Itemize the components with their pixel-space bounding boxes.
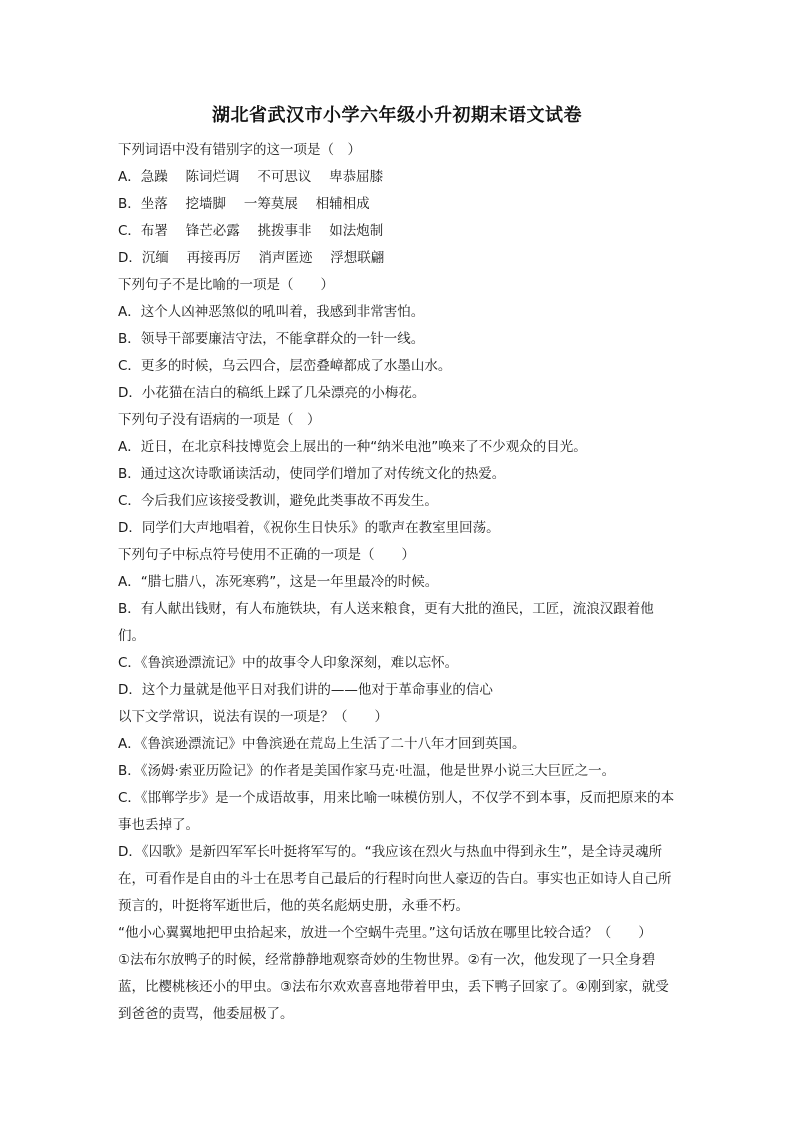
question-stem: 下列词语中没有错别字的这一项是（ ） — [118, 142, 361, 158]
question-option: C．更多的时候，乌云四合，层峦叠嶂都成了水墨山水。 — [118, 358, 452, 374]
question-option: B．通过这次诗歌诵读活动，使同学们增加了对传统文化的热爱。 — [118, 466, 506, 482]
question-option: A．近日，在北京科技博览会上展出的一种“纳米电池”唤来了不少观众的目光。 — [118, 439, 587, 455]
question-option: B．《汤姆·索亚历险记》的作者是美国作家马克·吐温，他是世界小说三大巨匠之一。 — [118, 763, 616, 779]
question-stem: 下列句子没有语病的一项是（ ） — [118, 412, 321, 428]
question-option: D．小花猫在洁白的稿纸上踩了几朵漂亮的小梅花。 — [118, 385, 426, 401]
question-option: B．坐落 挖墙脚 一筹莫展 相辅相成 — [118, 196, 370, 212]
question-option: D．同学们大声地唱着，《祝你生日快乐》的歌声在教室里回荡。 — [118, 520, 500, 536]
question-stem: 以下文学常识，说法有误的一项是？（ ） — [118, 709, 388, 725]
question-option: A．急躁 陈词烂调 不可思议 卑恭屈膝 — [118, 169, 384, 185]
question-option: D．《囚歌》是新四军军长叶挺将军写的。“我应该在烈火与热血中得到永生”，是全诗灵魂所在，可看作是自由的斗士在思考自己最后的行程时向世人豪迈的告白。事实也正如诗人自己所预言的，叶挺将军逝世后，他的英名彪炳史册，永垂不朽。 — [118, 844, 672, 914]
question-option: D．沉缅 再接再厉 消声匿迹 浮想联翩 — [118, 250, 385, 266]
question-stem: 下列句子不是比喻的一项是（ ） — [118, 277, 334, 293]
question-option: B．领导干部要廉洁守法，不能拿群众的一针一线。 — [118, 331, 425, 347]
question-option: C．今后我们应该接受教训，避免此类事故不再发生。 — [118, 493, 438, 509]
question-option: B．有人献出钱财，有人布施铁块，有人送来粮食，更有大批的渔民，工匠，流浪汉跟着他们。 — [118, 601, 654, 644]
question-option: A．这个人凶神恶煞似的吼叫着，我感到非常害怕。 — [118, 304, 425, 320]
question-option: A．“腊七腊八，冻死寒鸦”，这是一年里最冷的时候。 — [118, 574, 439, 590]
document-title: 湖北省武汉市小学六年级小升初期末语文试卷 — [212, 105, 582, 126]
question-stem: “他小心翼翼地把甲虫拾起来，放进一个空蜗牛壳里。”这句话放在哪里比较合适？（ ） — [118, 925, 652, 941]
question-option: C．《邯郸学步》是一个成语故事，用来比喻一味模仿别人，不仅学不到本事，反而把原来的本事也丢掉了。 — [118, 790, 675, 833]
question-option: D．这个力量就是他平日对我们讲的——他对于革命事业的信心 — [118, 682, 493, 698]
question-list — [118, 137, 678, 1028]
question-option: C．布署 锋芒必露 挑拨事非 如法炮制 — [118, 223, 384, 239]
question-option: A．《鲁滨逊漂流记》中鲁滨逊在荒岛上生活了二十八年才回到英国。 — [118, 736, 526, 752]
question-option: C．《鲁滨逊漂流记》中的故事令人印象深刻，难以忘怀。 — [118, 655, 459, 671]
question-stem: 下列句子中标点符号使用不正确的一项是（ ） — [118, 547, 415, 563]
question-passage: ①法布尔放鸭子的时候，经常静静地观察奇妙的生物世界。②有一次，他发现了一只全身碧蓝，比樱桃核还小的甲虫。③法布尔欢欢喜喜地带着甲虫，丢下鸭子回家了。④刚到家，就受到爸爸的责骂，他委屈极了。 — [118, 952, 669, 1022]
